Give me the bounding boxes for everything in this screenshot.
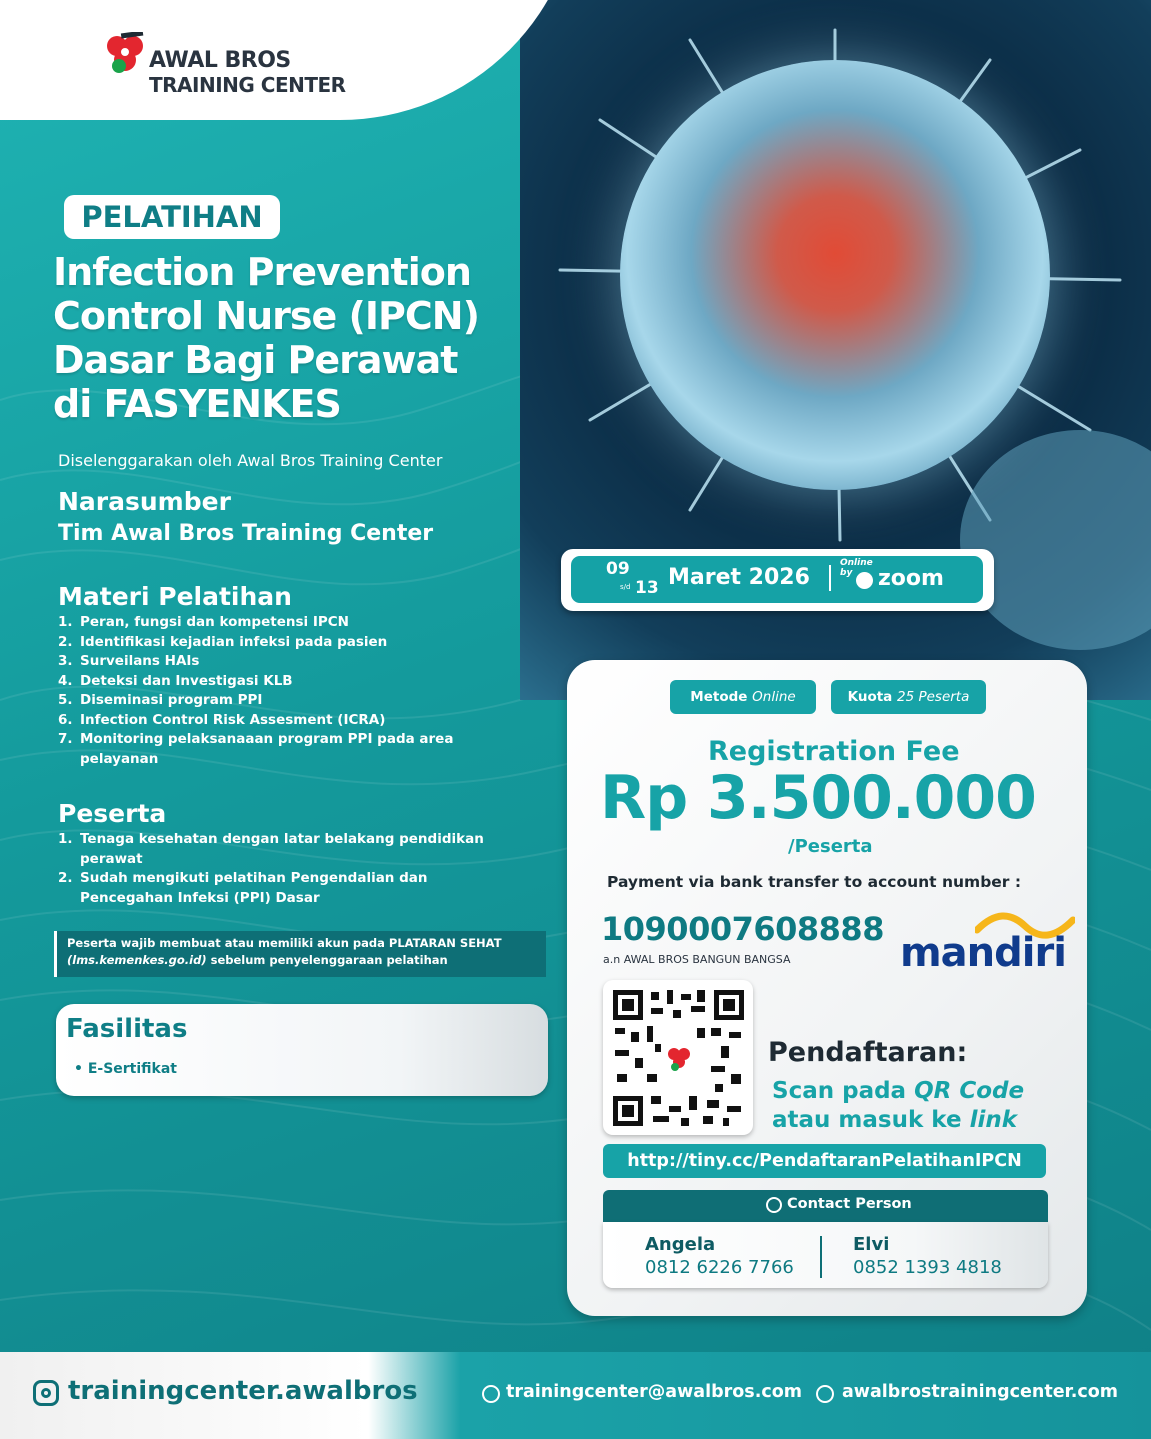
title-line-4: di FASYENKES — [53, 382, 341, 426]
account-notice — [54, 931, 546, 977]
contact-name-2: Elvi — [853, 1234, 890, 1255]
footer-email[interactable]: trainingcenter@awalbros.com — [506, 1382, 802, 1402]
online-label: Online by — [840, 558, 873, 578]
facilities-heading: Fasilitas — [66, 1014, 188, 1044]
zoom-label: zoom — [878, 566, 944, 591]
virus-illustration — [620, 60, 1050, 490]
speaker-heading: Narasumber — [58, 487, 231, 516]
title-line-1: Infection Prevention — [53, 250, 471, 294]
training-title — [53, 250, 479, 426]
list-item: 6. Infection Control Risk Assesment (ICRA) — [58, 711, 386, 728]
zoom-icon — [856, 572, 873, 589]
contact-title: Contact Person — [787, 1196, 912, 1212]
instagram-icon — [33, 1380, 59, 1406]
register-heading: Pendaftaran: — [768, 1037, 968, 1068]
account-name: a.n AWAL BROS BANGUN BANGSA — [603, 953, 791, 966]
date-from: 09 — [606, 559, 630, 579]
date-to: 13 — [635, 578, 659, 598]
contact-body — [603, 1222, 1048, 1288]
contact-divider — [820, 1236, 822, 1278]
date-month-year: Maret 2026 — [668, 565, 810, 590]
date-divider — [829, 565, 831, 591]
payment-label: Payment via bank transfer to account number : — [607, 873, 1022, 891]
facility-item: • E-Sertifikat — [74, 1061, 178, 1077]
list-item: 2. Sudah mengikuti pelatihan Pengendalian dan Pencegahan Infeksi (PPI) Dasar — [58, 870, 428, 906]
footer-website[interactable]: awalbrostrainingcenter.com — [842, 1382, 1118, 1402]
logo-mark-icon — [103, 32, 147, 76]
title-line-3: Dasar Bagi Perawat — [53, 338, 458, 382]
bank-name: mandiri — [900, 930, 1066, 976]
list-item: 3. Surveilans HAIs — [58, 653, 200, 669]
fee-unit: /Peserta — [788, 836, 873, 857]
list-item: 4. Deteksi dan Investigasi KLB — [58, 672, 293, 689]
method-chip: Metode Online — [670, 680, 816, 714]
speaker-value: Tim Awal Bros Training Center — [58, 521, 434, 546]
participants-list — [58, 830, 518, 908]
brand-name-line1: AWAL BROS — [149, 48, 291, 73]
list-item: 5. Diseminasi program PPI — [58, 692, 263, 708]
materials-heading: Materi Pelatihan — [58, 582, 292, 611]
scan-instruction: Scan pada QR Code atau masuk ke link — [772, 1078, 1025, 1133]
list-item: 7. Monitoring pelaksanaaan program PPI pada area pelayanan — [58, 731, 454, 767]
date-separator-text: s/d — [620, 583, 631, 591]
globe-icon — [816, 1385, 834, 1403]
notice-line-2: (lms.kemenkes.go.id) sebelum penyelenggaraan pelatihan — [67, 953, 448, 967]
registration-link[interactable]: http://tiny.cc/PendaftaranPelatihanIPCN — [603, 1144, 1046, 1178]
whatsapp-icon — [766, 1197, 782, 1213]
contact-phone-1[interactable]: 0812 6226 7766 — [645, 1257, 794, 1278]
instagram-handle[interactable]: trainingcenter.awalbros — [68, 1376, 418, 1406]
account-number: 1090007608888 — [601, 910, 884, 948]
list-item: 1. Tenaga kesehatan dengan latar belakang pendidikan perawat — [58, 831, 484, 867]
organizer-text: Diselenggarakan oleh Awal Bros Training Center — [58, 451, 443, 470]
list-item: 1. Peran, fungsi dan kompetensi IPCN — [58, 614, 349, 630]
fee-amount: Rp 3.500.000 — [600, 763, 1036, 833]
notice-line-1: Peserta wajib membuat atau memiliki akun pada PLATARAN SEHAT — [67, 936, 502, 950]
fee-label: Registration Fee — [708, 736, 960, 767]
title-line-2: Control Nurse (IPCN) — [53, 294, 479, 338]
contact-phone-2[interactable]: 0852 1393 4818 — [853, 1257, 1002, 1278]
email-icon — [482, 1385, 500, 1403]
qr-code[interactable] — [611, 988, 746, 1128]
list-item: 2. Identifikasi kejadian infeksi pada pasien — [58, 633, 388, 650]
quota-chip: Kuota 25 Peserta — [831, 680, 986, 714]
participants-heading: Peserta — [58, 799, 167, 828]
materials-list — [58, 613, 488, 769]
training-tag: PELATIHAN — [64, 195, 280, 239]
brand-name-line2: TRAINING CENTER — [149, 73, 346, 97]
contact-name-1: Angela — [645, 1234, 716, 1255]
